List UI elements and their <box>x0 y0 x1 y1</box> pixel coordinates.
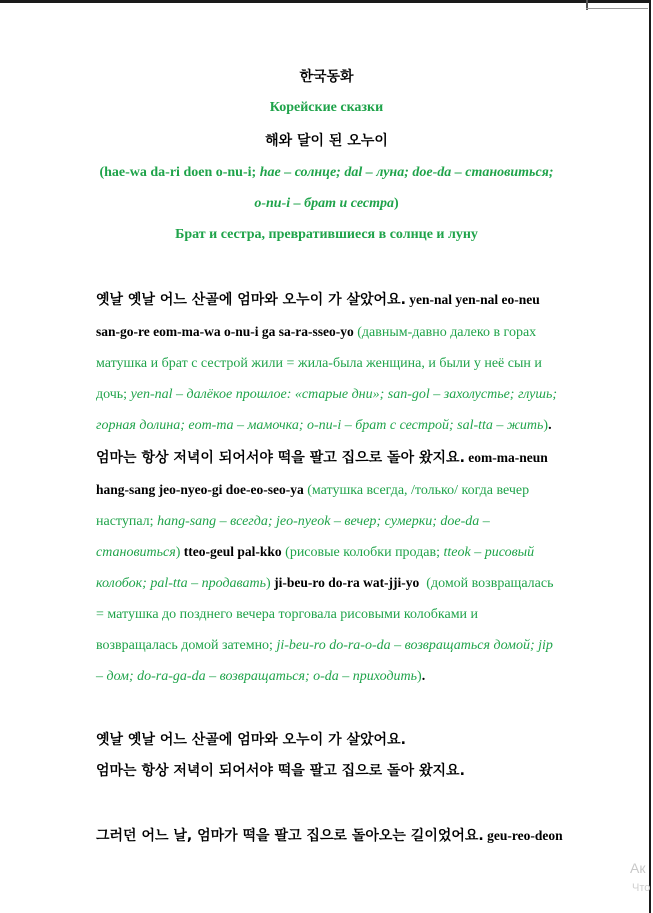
para1-translation-2: матушка и брат с сестрой жили = жила-была женщина, и были у неё сын и <box>96 356 542 371</box>
story-title-korean-text: 해와 달이 된 오누이 <box>265 133 388 149</box>
summary-line1 <box>96 729 406 749</box>
para2-translation-5: = матушка до позднего вечера торговала рисовыми колобками и <box>96 607 479 622</box>
para2-translit-2: hang-sang jeo-nyeo-gi doe-eo-seo-ya <box>96 482 304 497</box>
para1-period: . <box>548 418 552 433</box>
para1-close-paren: ) <box>543 418 549 433</box>
title-gloss-line1 <box>0 164 653 181</box>
para2-line7 <box>96 634 553 654</box>
para1-line1 <box>96 289 540 309</box>
title-gloss-line2 <box>0 195 653 212</box>
para2-translit-4: ji-beu-ro do-ra wat-jji-yo <box>270 575 420 590</box>
para2-translation-4: (домой возвращалась <box>419 576 554 591</box>
para2-line3 <box>96 510 490 530</box>
korean-title-text: 한국동화 <box>299 69 354 85</box>
para1-line5 <box>96 414 552 434</box>
para1-translation-1: (давным-давно далеко в горах <box>353 325 537 340</box>
para1-translation-3: дочь; <box>96 387 131 402</box>
para1-korean: 옛날 옛날 어느 산골에 엄마와 오누이 가 살았어요. <box>96 292 406 308</box>
story-title-russian <box>0 226 653 243</box>
russian-title-text: Корейские сказки <box>269 100 384 115</box>
summary-line2 <box>96 760 465 780</box>
para2-line2 <box>96 479 529 499</box>
para2-line1 <box>96 447 548 467</box>
para2-gloss-2: становиться <box>96 545 176 560</box>
para2-translation-3: (рисовые колобки продав; <box>281 545 444 560</box>
para2-close-paren-2: ) <box>266 576 271 591</box>
para2-close-paren-3: ) <box>417 669 422 684</box>
korean-title <box>0 66 653 86</box>
para1-line2 <box>96 321 536 341</box>
story-title-korean <box>0 130 653 150</box>
para2-gloss-5: ji-beu-ro do-ra-o-da – возвращаться домой; jip <box>276 638 553 653</box>
activation-watermark-sub: Что <box>632 882 651 894</box>
para2-line6 <box>96 603 478 623</box>
para2-gloss-3: tteok – рисовый <box>443 545 535 560</box>
para3-korean: 그러던 어느 날, 엄마가 떡을 팔고 집으로 돌아오는 길이었어요. <box>96 828 484 844</box>
story-title-russian-text: Брат и сестра, превратившиеся в солнце и луну <box>175 227 478 242</box>
para2-close-paren-1: ) <box>175 545 181 560</box>
page-border-top <box>0 0 649 3</box>
para1-translit-1: yen-nal yen-nal eo-neu <box>405 292 540 307</box>
para2-line8 <box>96 665 425 685</box>
para1-line4 <box>96 383 557 403</box>
title-gloss-open: (hae-wa da-ri doen o-nu-i; <box>99 165 260 180</box>
russian-title <box>0 99 653 116</box>
activation-watermark: Ак <box>630 860 646 876</box>
para1-gloss-1: yen-nal – далёкое прошлое: «старые дни»; san-gol – захолустье; глушь; <box>130 387 557 402</box>
para2-line5 <box>96 572 553 592</box>
title-gloss-line2-close: ) <box>393 196 399 211</box>
para2-gloss-4: колобок; pal-tta – продавать <box>96 576 267 591</box>
title-gloss-italic: hae – солнце; dal – луна; doe-da – становиться; <box>259 165 554 180</box>
para3-line1 <box>96 825 563 845</box>
para2-gloss-6: – дом; do-ra-ga-da – возвращаться; o-da – приходить <box>96 669 418 684</box>
para2-korean: 엄마는 항상 저녁이 되어서야 떡을 팔고 집으로 돌아 왔지요. <box>96 450 465 466</box>
para2-translit-3: tteo-geul pal-kko <box>180 544 282 559</box>
para1-gloss-2: горная долина; eom-ma – мамочка; o-nu-i – брат с сестрой; sal-tta – жить <box>96 418 544 433</box>
para3-translit-1: geu-reo-deon <box>483 828 563 843</box>
para2-line4 <box>96 541 534 561</box>
para2-translation-1: (матушка всегда, /только/ когда вечер <box>303 483 530 498</box>
title-gloss-line2-italic: o-nu-i – брат и сестра <box>254 196 394 211</box>
para2-translation-2: наступал; <box>96 514 158 529</box>
para2-translit-1: eom-ma-neun <box>464 450 548 465</box>
corner-mark-line <box>586 8 648 9</box>
summary-korean-2: 엄마는 항상 저녁이 되어서야 떡을 팔고 집으로 돌아 왔지요. <box>96 763 465 779</box>
para2-translation-6: возвращалась домой затемно; <box>96 638 277 653</box>
para1-line3 <box>96 352 542 372</box>
para1-translit-2: san-go-re eom-ma-wa o-nu-i ga sa-ra-sseo-yo <box>96 324 354 339</box>
para2-period: . <box>421 669 426 684</box>
para2-gloss-1: hang-sang – всегда; jeo-nyeok – вечер; сумерки; doe-da – <box>157 514 490 529</box>
summary-korean-1: 옛날 옛날 어느 산골에 엄마와 오누이 가 살았어요. <box>96 732 406 748</box>
